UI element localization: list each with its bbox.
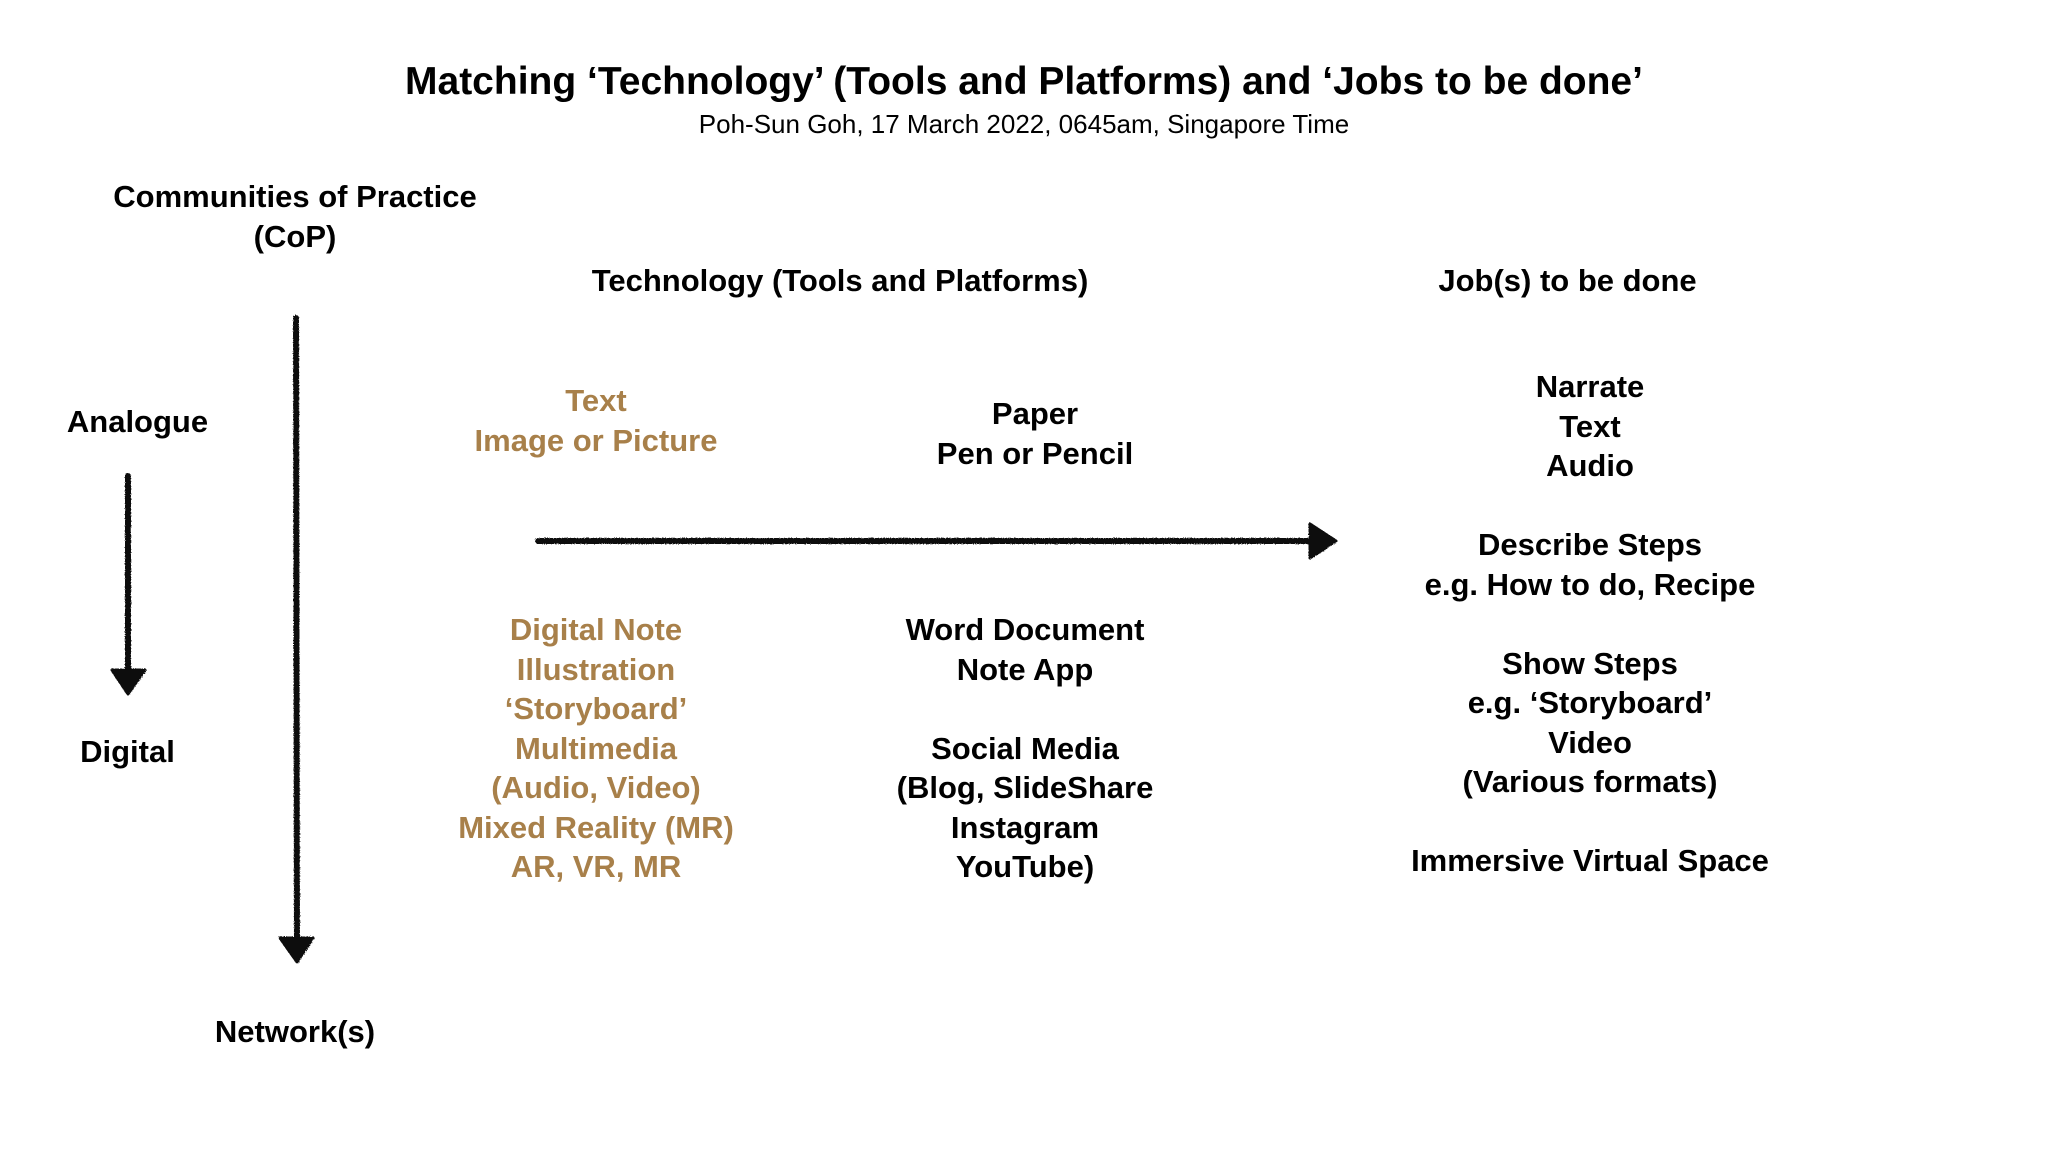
digital-media-item: ‘Storyboard’ bbox=[504, 691, 688, 726]
jobs-item: Immersive Virtual Space bbox=[1411, 843, 1769, 878]
digital-tools-item: Social Media bbox=[931, 730, 1119, 766]
digital-media-item: Multimedia bbox=[515, 730, 677, 766]
cop-heading-line: Communities of Practice bbox=[113, 179, 477, 214]
jobs-item: Describe Steps bbox=[1478, 527, 1702, 562]
cop-heading bbox=[60, 177, 530, 256]
technology-jobs-arrow-icon bbox=[538, 524, 1336, 558]
cop-heading-line: (CoP) bbox=[253, 218, 337, 254]
digital-media-list bbox=[416, 610, 776, 887]
analogue-tools-list bbox=[885, 394, 1185, 473]
digital-media-item: AR, VR, MR bbox=[510, 849, 682, 884]
jobs-spacer bbox=[1380, 604, 1800, 644]
jobs-item: Video bbox=[1548, 724, 1632, 760]
jobs-item: Narrate bbox=[1535, 369, 1645, 404]
analogue-digital-arrow-icon bbox=[112, 476, 145, 694]
digital-tools-spacer bbox=[860, 689, 1190, 729]
digital-media-item: Illustration bbox=[516, 651, 676, 687]
network-label: Network(s) bbox=[214, 1014, 376, 1049]
digital-tools-item: YouTube) bbox=[955, 849, 1095, 884]
cop-down-arrow-icon bbox=[280, 318, 313, 962]
analogue-tools-item: Paper bbox=[991, 396, 1079, 431]
digital-tools-list bbox=[860, 610, 1190, 887]
jobs-spacer bbox=[1380, 486, 1800, 526]
jobs-item: (Various formats) bbox=[1462, 764, 1718, 799]
slide-subtitle: Poh-Sun Goh, 17 March 2022, 0645am, Singapore Time bbox=[698, 109, 1350, 139]
jobs-heading: Job(s) to be done bbox=[1438, 263, 1697, 298]
technology-heading: Technology (Tools and Platforms) bbox=[591, 263, 1089, 298]
jobs-item: e.g. How to do, Recipe bbox=[1424, 566, 1756, 602]
digital-media-item: Mixed Reality (MR) bbox=[458, 809, 734, 845]
analogue-media-item: Image or Picture bbox=[474, 422, 718, 458]
digital-label: Digital bbox=[80, 734, 175, 769]
jobs-list bbox=[1380, 367, 1800, 881]
digital-tools-item: Note App bbox=[956, 651, 1094, 687]
jobs-spacer bbox=[1380, 802, 1800, 842]
digital-tools-item: Instagram bbox=[950, 809, 1100, 845]
analogue-tools-item: Pen or Pencil bbox=[936, 435, 1134, 471]
digital-tools-item: Word Document bbox=[905, 612, 1145, 647]
jobs-item: Audio bbox=[1546, 448, 1634, 483]
digital-tools-item: (Blog, SlideShare bbox=[896, 770, 1154, 805]
jobs-item: e.g. ‘Storyboard’ bbox=[1467, 685, 1713, 720]
digital-media-item: (Audio, Video) bbox=[491, 770, 701, 805]
analogue-label: Analogue bbox=[66, 404, 209, 439]
digital-media-item: Digital Note bbox=[509, 612, 683, 647]
jobs-item: Text bbox=[1559, 408, 1621, 444]
analogue-media-list bbox=[436, 381, 756, 460]
analogue-media-item: Text bbox=[565, 383, 627, 418]
slide-title: Matching ‘Technology’ (Tools and Platforms) and ‘Jobs to be done’ bbox=[405, 60, 1643, 103]
jobs-item: Show Steps bbox=[1502, 645, 1678, 681]
